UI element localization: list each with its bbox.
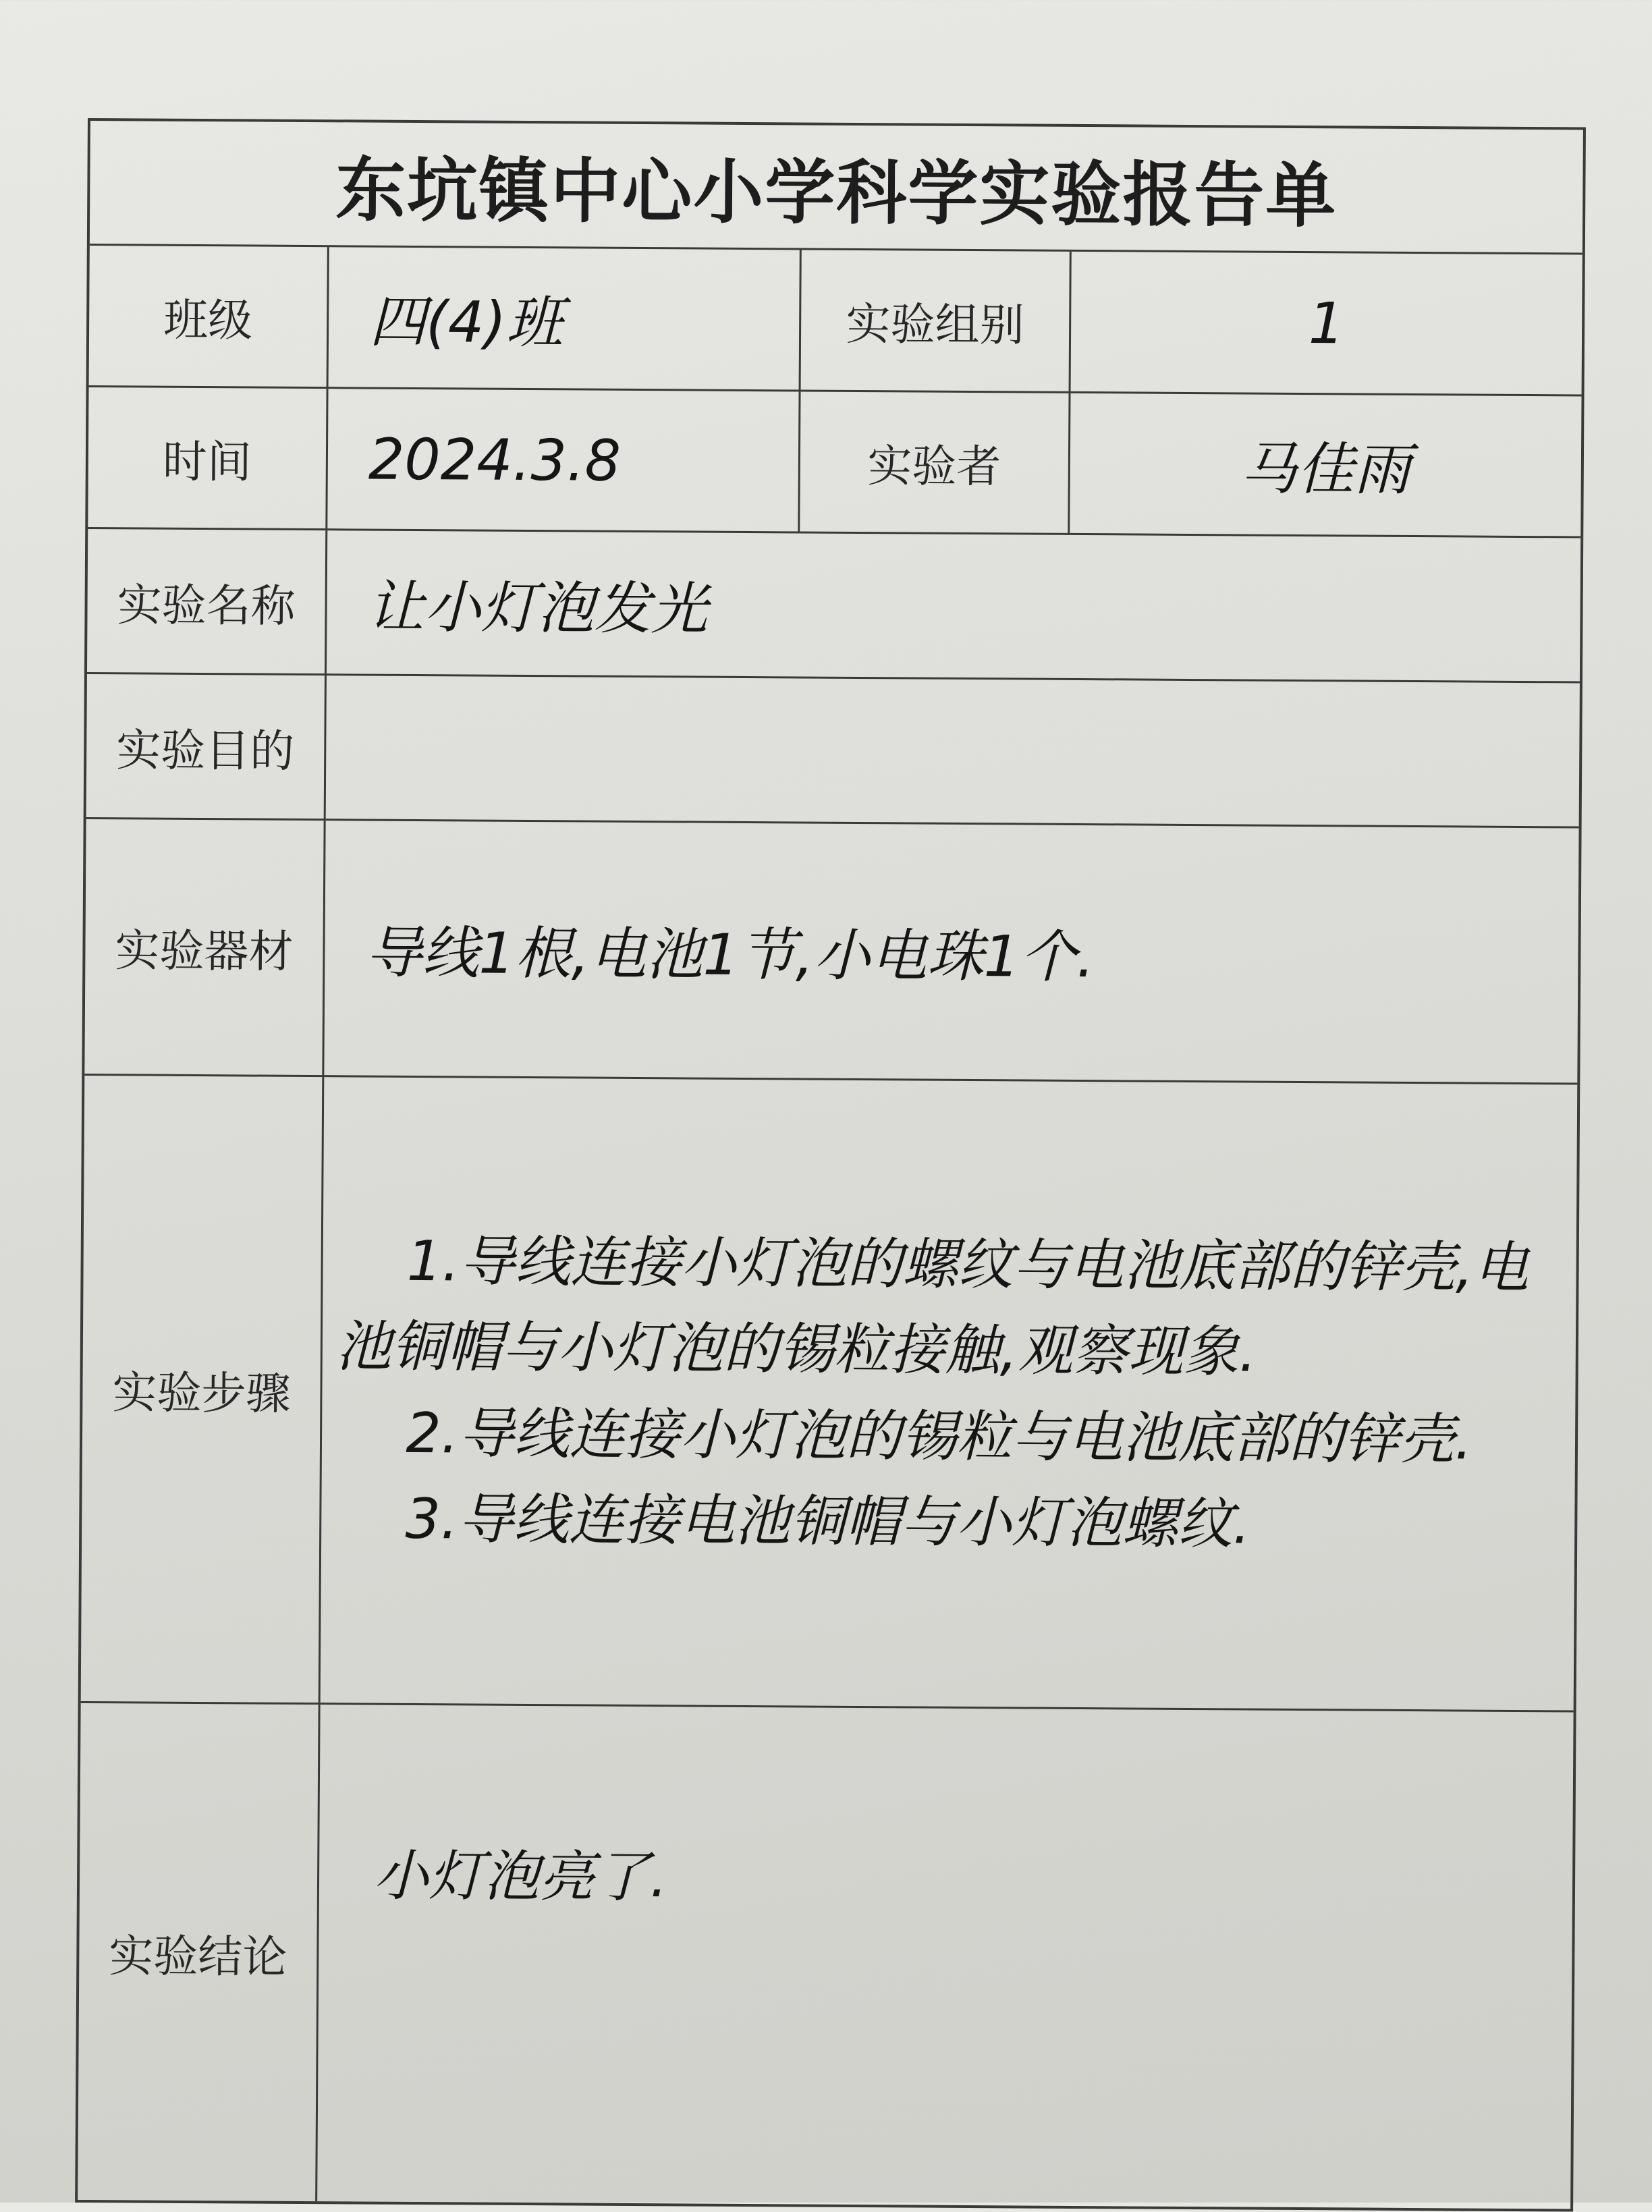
time-label: 时间 <box>88 387 328 530</box>
form-title: 东坑镇中心小学科学实验报告单 <box>90 121 1583 255</box>
report-form-table <box>75 118 1586 2212</box>
experiment-name-label: 实验名称 <box>87 529 327 675</box>
purpose-value <box>326 675 1580 828</box>
purpose-label: 实验目的 <box>86 674 327 821</box>
class-label: 班级 <box>89 246 329 389</box>
experiment-name-value: 让小灯泡发光 <box>327 530 1580 683</box>
materials-label: 实验器材 <box>84 819 325 1077</box>
steps-label: 实验步骤 <box>81 1076 325 1705</box>
conclusion-text: 小灯泡亮了. <box>373 1844 668 1910</box>
experimenter-label: 实验者 <box>800 391 1070 534</box>
class-value: 四(4)班 <box>329 247 802 391</box>
steps-text: 1.导线连接小灯泡的螺纹与电池底部的锌壳,电池铜帽与小灯泡的锡粒接触,观察现象. 2.导线连接小灯泡的锡粒与电池底部的锌壳. 3.导线连接电池铜帽与小灯泡螺纹. <box>335 1229 1529 1557</box>
conclusion-value <box>317 1705 1573 2209</box>
experimenter-value: 马佳雨 <box>1070 393 1581 538</box>
steps-value <box>321 1077 1578 1712</box>
materials-value: 导线1根,电池1节,小电珠1个. <box>324 821 1578 1084</box>
conclusion-label: 实验结论 <box>78 1703 320 2201</box>
group-value: 1 <box>1071 252 1582 397</box>
time-value: 2024.3.8 <box>327 389 800 533</box>
group-label: 实验组别 <box>801 250 1072 393</box>
